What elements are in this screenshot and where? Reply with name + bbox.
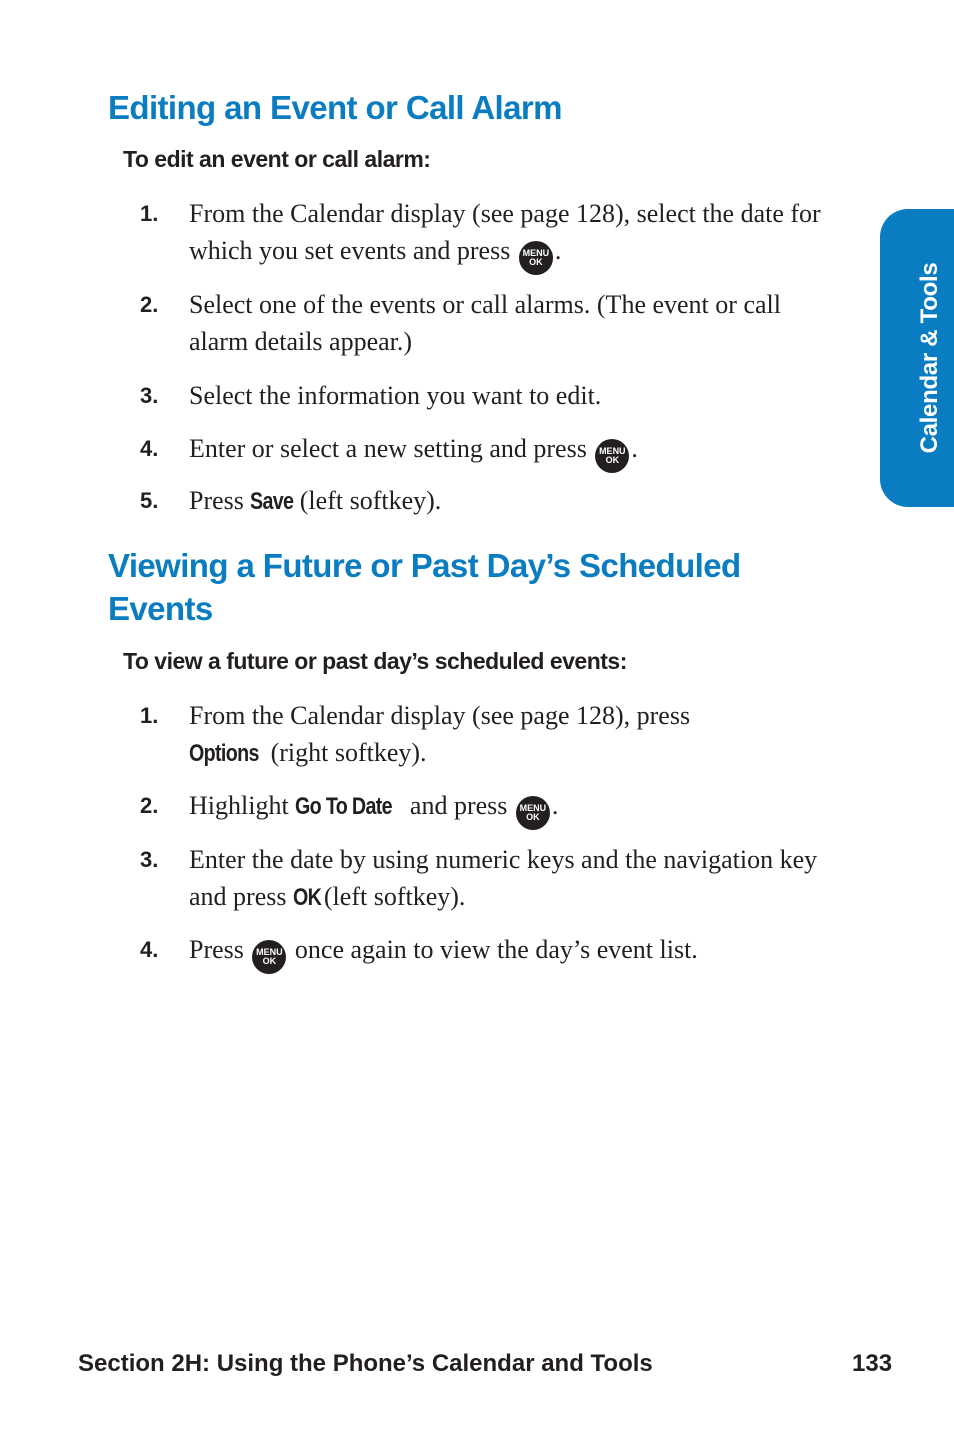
softkey-label-options: Options [189, 740, 259, 767]
chapter-side-tab [880, 209, 954, 507]
section-intro-viewing: To view a future or past day’s scheduled events: [123, 648, 627, 674]
step-text [189, 697, 839, 772]
step-text [189, 195, 839, 275]
menu-ok-key-icon: MENU OK [595, 439, 629, 473]
step-text-part: (left softkey). [323, 882, 466, 911]
step-text-part: . [551, 791, 559, 820]
menu-ok-key-icon: MENU OK [519, 241, 553, 275]
step-number: 3. [140, 847, 159, 872]
step-text [189, 841, 839, 916]
step-number: 1. [140, 703, 159, 728]
step-text-part: Enter or select a new setting and press [189, 434, 587, 463]
step-number: 1. [140, 201, 159, 226]
step-number: 2. [140, 292, 159, 317]
step-text: Select one of the events or call alarms. (The event or call alarm details appear.) [189, 290, 781, 356]
softkey-label-save: Save [250, 488, 294, 515]
step-text-part: (right softkey). [270, 738, 427, 767]
step-text-part: (left softkey). [299, 486, 442, 515]
page-number: 133 [852, 1350, 893, 1377]
step-number: 5. [140, 488, 159, 513]
step-text-part: and press [409, 791, 508, 820]
step-text-part: From the Calendar display (see page 128), press [189, 701, 691, 730]
step-text [189, 430, 839, 473]
footer-section-title: Section 2H: Using the Phone’s Calendar and Tools [78, 1350, 653, 1377]
chapter-side-tab-label: Calendar & Tools [916, 262, 943, 454]
menu-label-go-to-date: Go To Date [295, 793, 393, 820]
step-text-part: Press [189, 486, 244, 515]
step-text-part: Enter the date by using numeric keys and the navigation key and press [189, 845, 818, 911]
section-title-line: Events [108, 590, 213, 627]
section-intro-editing: To edit an event or call alarm: [123, 146, 431, 172]
step-text [189, 787, 839, 830]
softkey-label-ok: OK [292, 884, 322, 911]
step-text-part: . [631, 434, 638, 463]
section-title-editing: Editing an Event or Call Alarm [108, 89, 562, 126]
step-text-part: From the Calendar display (see page 128), select the date for which you set events and press [189, 199, 821, 265]
step-text [189, 931, 839, 974]
step-text-part: . [554, 236, 562, 265]
step-text-part: Press [189, 935, 244, 964]
step-text-part: Highlight [189, 791, 289, 820]
step-number: 2. [140, 793, 159, 818]
section-title-viewing [108, 544, 741, 630]
step-number: 4. [140, 436, 159, 461]
menu-ok-key-icon: MENU OK [252, 940, 286, 974]
menu-ok-key-icon: MENU OK [516, 796, 550, 830]
step-text: Select the information you want to edit. [189, 381, 602, 410]
section-title-line: Viewing a Future or Past Day’s Scheduled [108, 547, 741, 584]
step-number: 4. [140, 937, 159, 962]
step-number: 3. [140, 383, 159, 408]
step-text [189, 482, 839, 520]
step-text-part: once again to view the day’s event list. [294, 935, 698, 964]
